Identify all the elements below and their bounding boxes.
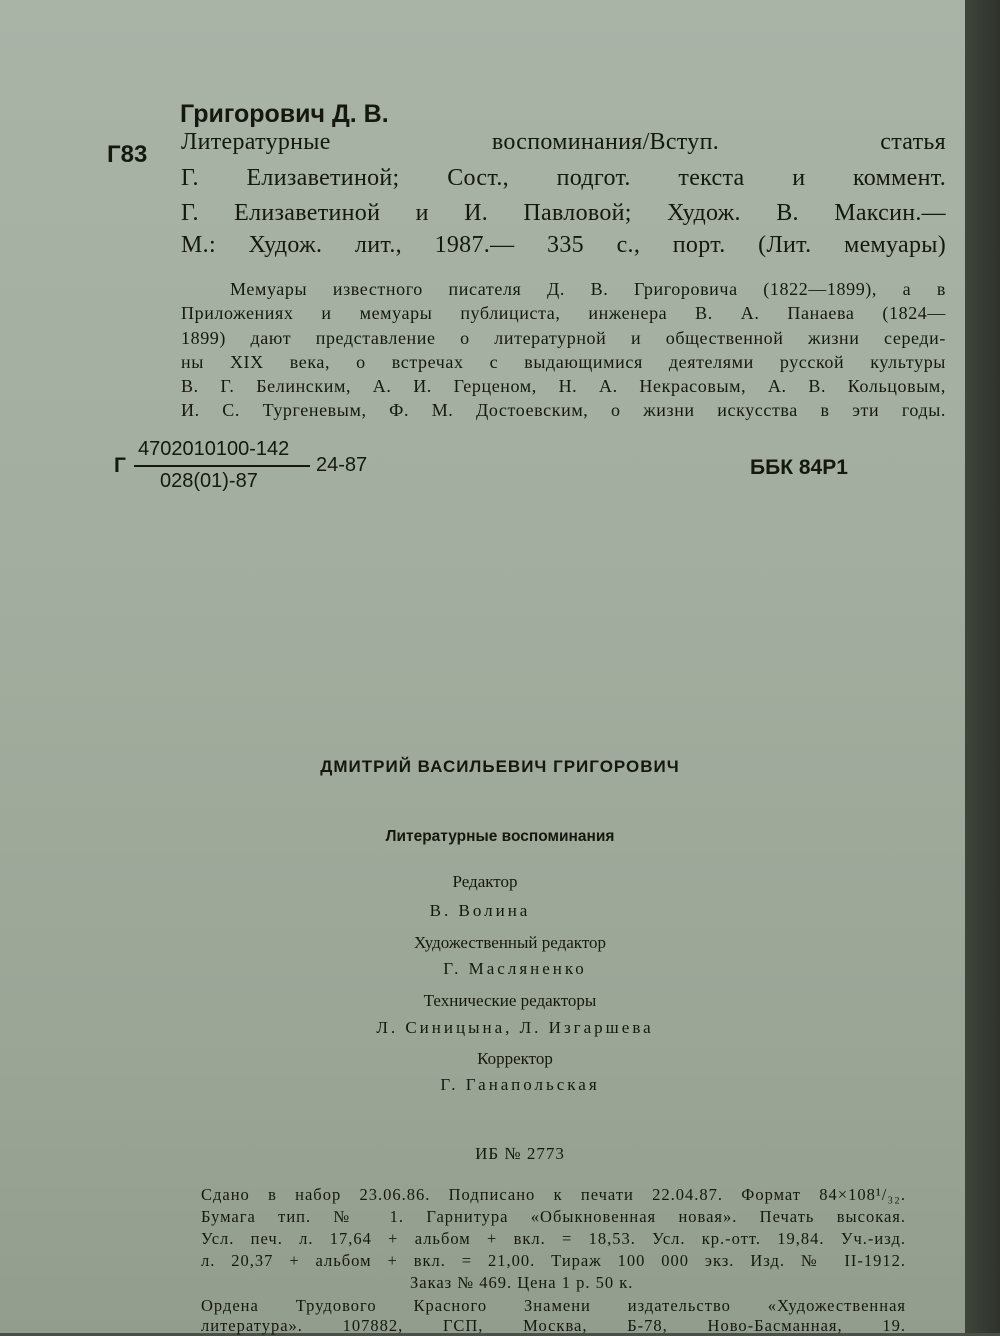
imprint-line: Сдано в набор 23.06.86. Подписано к печати 22.04.87. Формат 84×108¹/₃₂. — [201, 1185, 906, 1204]
index-denominator: 028(01)-87 — [160, 470, 258, 492]
catalog-description-line: Г. Елизаветиной; Сост., подгот. текста и коммент. — [181, 165, 946, 191]
imprint-line: Бумага тип. № 1. Гарнитура «Обыкновенная новая». Печать высокая. — [201, 1207, 906, 1226]
index-suffix: 24-87 — [316, 454, 368, 476]
imprint-line: Усл. печ. л. 17,64 + альбом + вкл. = 18,53. Усл. кр.-отт. 19,84. Уч.-изд. — [201, 1229, 906, 1248]
imprint-line: Заказ № 469. Цена 1 р. 50 к. — [410, 1273, 634, 1292]
annotation-line: Мемуары известного писателя Д. В. Григоровича (1822—1899), а в — [230, 279, 946, 299]
catalog-code: Г83 — [107, 141, 148, 168]
publisher-line: Ордена Трудового Красного Знамени издательство «Художественная — [201, 1296, 906, 1315]
credit-role: Корректор — [477, 1049, 553, 1068]
index-letter: Г — [114, 454, 126, 477]
catalog-description-line: Литературные воспоминания/Вступ. статья — [181, 129, 946, 155]
bbk-code: ББК 84Р1 — [750, 456, 848, 479]
colophon-author: ДМИТРИЙ ВАСИЛЬЕВИЧ ГРИГОРОВИЧ — [320, 757, 680, 776]
annotation-line: Приложениях и мемуары публициста, инженера В. А. Панаева (1824— — [181, 303, 946, 323]
catalog-description-line: Г. Елизаветиной и И. Павловой; Худож. В. Максин.— — [181, 200, 946, 226]
book-spine-shadow — [965, 0, 1000, 1333]
credit-role: Редактор — [452, 872, 518, 891]
index-numerator: 4702010100-142 — [138, 438, 290, 460]
colophon-title: Литературные воспоминания — [385, 828, 615, 845]
catalog-author: Григорович Д. В. — [180, 100, 389, 128]
credit-name: В. Волина — [429, 901, 531, 920]
catalog-description-line: М.: Худож. лит., 1987.— 335 с., порт. (Лит. мемуары) — [181, 232, 946, 258]
annotation-line: В. Г. Белинским, А. И. Герценом, Н. А. Некрасовым, А. В. Кольцовым, — [181, 376, 946, 396]
imprint-line: л. 20,37 + альбом + вкл. = 21,00. Тираж 100 000 экз. Изд. № II-1912. — [201, 1251, 906, 1270]
fraction-bar — [134, 465, 310, 467]
credit-name: Г. Ганапольская — [440, 1075, 600, 1094]
credit-role: Художественный редактор — [413, 933, 607, 952]
ib-number: ИБ № 2773 — [475, 1144, 565, 1163]
publisher-line: литература». 107882, ГСП, Москва, Б-78, Ново-Басманная, 19. — [201, 1316, 906, 1335]
annotation-line: 1899) дают представление о литературной и общественной жизни середи- — [181, 328, 946, 348]
annotation-line: И. С. Тургеневым, Ф. М. Достоевским, о жизни искусства в эти годы. — [181, 400, 946, 420]
credit-role: Технические редакторы — [423, 991, 597, 1010]
credit-name: Л. Синицына, Л. Изгаршева — [376, 1018, 654, 1037]
annotation-line: ны XIX века, о встречах с выдающимися деятелями русской культуры — [181, 352, 946, 372]
credit-name: Г. Масляненко — [443, 959, 587, 978]
